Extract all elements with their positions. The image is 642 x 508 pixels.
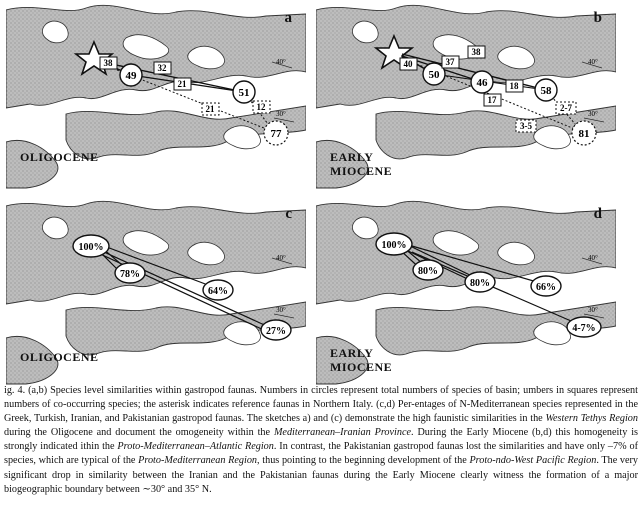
panel-label: b (593, 10, 602, 26)
figure-caption: ig. 4. (a,b) Species level similarities within gastropod faunas. Numbers in circles represent total numbers of species of basin; umbers in squares represent numbers of co-occurring species; the asterisk indicates reference faunas in Northern Italy. (c,d) Per-entages of N-Mediterranean species represented in the Greek, Turkish, Iranian, and Pakistanian gastropod faunas. The sketches a) and (c) demonstrate the high faunistic similarities in the Western Tethys Region during the Oligocene and document the omogeneity within the Mediterranean–Iranian Province. During the Early Miocene (b,d) this homogeneity is strongly indicated ithin the Proto-Mediterranean–Atlantic Region. In contrast, the Pakistanian gastropod faunas lost the similarities and have only –7% of species, which are typical of the Proto-Mediterranean Region, thus pointing to the beginning development of the Proto-ndo-West Pacific Region. The very significant drop in similarity between the Iranian and the Pakistanian faunas during the Early Miocene clearly witness the formation of a major biogeographic boundary between ∼30° and 35° N. (4, 385, 639, 495)
species-count: 46 (476, 77, 488, 89)
cooccur-count: 12 (256, 102, 266, 112)
lat-label: 40° (588, 254, 598, 262)
figure-panel-c (6, 198, 306, 386)
species-count: 50 (428, 69, 440, 81)
cooccur-count: 38 (471, 47, 481, 57)
percentage-value: 100% (381, 240, 407, 251)
percentage-value: 27% (266, 326, 286, 337)
epoch-label: EARLY (330, 150, 374, 164)
lat-label: 30° (276, 306, 286, 314)
epoch-label: OLIGOCENE (20, 350, 99, 364)
cooccur-count: 38 (103, 58, 113, 68)
lat-label: 30° (588, 110, 598, 118)
caption-italic: Proto-ndo-West Pacific Region (469, 455, 597, 467)
lat-label: 30° (276, 110, 286, 118)
epoch-label: OLIGOCENE (20, 150, 99, 164)
cooccur-count: 3-5 (520, 121, 532, 131)
panel-label: d (593, 206, 602, 222)
caption-italic: Western Tethys Region (545, 413, 638, 425)
lat-label: 40° (276, 58, 286, 66)
caption-italic: Proto-Mediterranean Region (138, 455, 258, 467)
percentage-value: 66% (536, 282, 556, 293)
percentage-value: 4-7% (572, 323, 596, 334)
percentage-value: 78% (120, 269, 140, 280)
panel-label: a (284, 10, 292, 26)
figure-panel-b (316, 2, 616, 190)
percentage-value: 100% (78, 242, 104, 253)
cooccur-count: 21 (205, 104, 215, 114)
percentage-value: 64% (208, 286, 228, 297)
panel-label: c (285, 206, 292, 222)
cooccur-count: 18 (509, 81, 519, 91)
cooccur-count: 17 (487, 95, 497, 105)
figure-panel-a (6, 2, 306, 190)
lat-label: 40° (588, 58, 598, 66)
cooccur-count: 2-7 (560, 103, 572, 113)
percentage-value: 80% (470, 278, 490, 289)
cooccur-count: 21 (177, 79, 187, 89)
lat-label: 40° (276, 254, 286, 262)
caption-italic: Proto-Mediterranean–Atlantic Region (117, 441, 274, 453)
species-count: 51 (238, 87, 250, 99)
cooccur-count: 40 (403, 59, 413, 69)
species-count: 49 (125, 70, 137, 82)
species-count: 81 (578, 128, 590, 140)
epoch-label: EARLY (330, 346, 374, 360)
cooccur-count: 37 (445, 57, 455, 67)
caption-italic: Mediterranean–Iranian Province (273, 427, 411, 439)
species-count: 77 (270, 128, 282, 140)
figure-panel-d (316, 198, 616, 386)
percentage-value: 80% (418, 266, 438, 277)
cooccur-count: 32 (157, 63, 167, 73)
epoch-label: MIOCENE (330, 164, 393, 178)
species-count: 58 (540, 85, 552, 97)
epoch-label: MIOCENE (330, 360, 393, 374)
lat-label: 30° (588, 306, 598, 314)
